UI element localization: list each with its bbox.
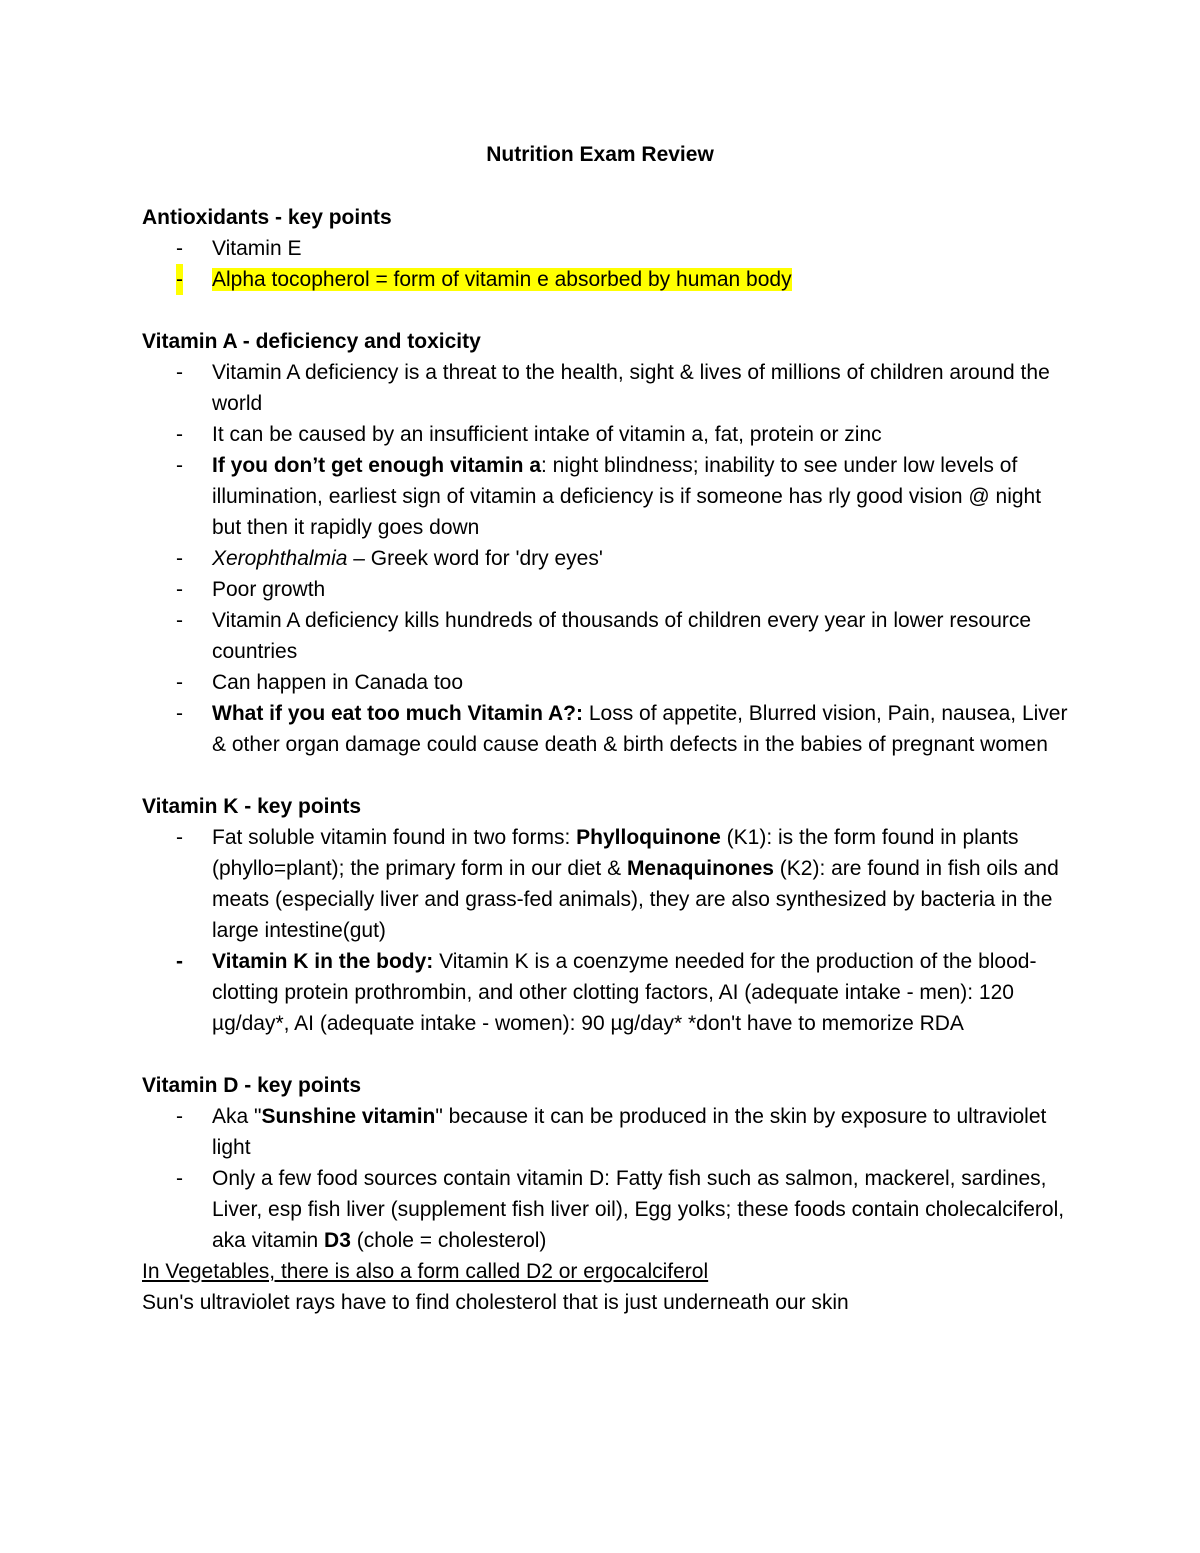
bullet-list-vitamin-d: [142, 1101, 1072, 1256]
list-item: [142, 1163, 1072, 1256]
list-item: [142, 543, 1072, 574]
list-item-text: Vitamin A deficiency kills hundreds of thousands of children every year in lower resource countries: [212, 609, 1032, 663]
list-item: [142, 419, 1072, 450]
bullet-dash: -: [176, 950, 183, 973]
bullet-list-vitamin-k: [142, 822, 1072, 1039]
italic-term: Xerophthalmia: [212, 547, 348, 570]
list-item-text: – Greek word for 'dry eyes': [347, 547, 603, 570]
bold-term: D3: [324, 1229, 351, 1252]
bullet-dash: -: [176, 423, 183, 446]
list-item-text: Fat soluble vitamin found in two forms:: [212, 826, 577, 849]
list-item-text: " because it can be produced in the skin by exposure to ultraviolet light: [212, 1105, 1047, 1159]
paragraph: Sun's ultraviolet rays have to find cholesterol that is just underneath our skin: [142, 1291, 849, 1314]
document-body: [142, 202, 1072, 1349]
bold-term: What if you eat too much Vitamin A?:: [212, 702, 584, 725]
list-item-text: : night blindness; inability to see under low levels of illumination, earliest sign of vitamin a deficiency is if someone has rly good vision @ night but then it rapidly goes down: [212, 454, 1042, 539]
bold-term: Phylloquinone: [576, 826, 721, 849]
list-item: [142, 233, 1072, 264]
bullet-dash: -: [176, 1105, 183, 1128]
list-item: [142, 450, 1072, 543]
list-item-highlighted: [142, 264, 1072, 295]
list-item-text: Aka ": [212, 1105, 262, 1128]
bullet-dash: -: [176, 671, 183, 694]
bullet-dash: -: [176, 702, 183, 725]
list-item: [142, 822, 1072, 946]
bold-term: Sunshine vitamin: [261, 1105, 436, 1128]
list-item: [142, 357, 1072, 419]
section-heading-vitamin-a: Vitamin A - deficiency and toxicity: [142, 330, 481, 353]
section-heading-vitamin-k: Vitamin K - key points: [142, 795, 361, 818]
list-item: [142, 667, 1072, 698]
bullet-dash: -: [176, 237, 183, 260]
section-antioxidants: [142, 202, 1072, 295]
bullet-dash: -: [176, 454, 183, 477]
bullet-dash: -: [176, 826, 183, 849]
list-item: [142, 946, 1072, 1039]
bullet-dash: -: [176, 578, 183, 601]
list-item-text: Vitamin E: [212, 237, 302, 260]
list-item-text: (chole = cholesterol): [350, 1229, 547, 1252]
list-item: [142, 574, 1072, 605]
list-item: [142, 605, 1072, 667]
section-vitamin-d: [142, 1070, 1072, 1318]
section-vitamin-a: [142, 326, 1072, 760]
list-item-text: Only a few food sources contain vitamin D: Fatty fish such as salmon, mackerel, sardines, Liver, esp fish liver (supplement fish liver oil), Egg yolks; these foods contain cholecalciferol, aka vitamin: [212, 1167, 1065, 1252]
bullet-list-vitamin-a: [142, 357, 1072, 760]
list-item-text: Can happen in Canada too: [212, 671, 464, 694]
underlined-paragraph: In Vegetables, there is also a form called D2 or ergocalciferol: [142, 1260, 709, 1283]
page-title: Nutrition Exam Review: [486, 143, 714, 166]
bullet-list-antioxidants: [142, 233, 1072, 295]
list-item-text: Poor growth: [212, 578, 326, 601]
section-vitamin-k: [142, 791, 1072, 1039]
list-item-text: (K1): is the form found in plants (phyllo=plant); the primary form in our diet &: [212, 826, 1019, 880]
list-item-text: Loss of appetite, Blurred vision, Pain, nausea, Liver & other organ damage could cause death & birth defects in the babies of pregnant women: [212, 702, 1068, 756]
list-item-text: It can be caused by an insufficient intake of vitamin a, fat, protein or zinc: [212, 423, 882, 446]
bullet-dash: -: [176, 264, 183, 295]
bullet-dash: -: [176, 1167, 183, 1190]
list-item-text: Vitamin K is a coenzyme needed for the production of the blood-clotting protein prothrombin, and other clotting factors, AI (adequate intake - men): 120 µg/day*, AI (adequate intake - women): 90 µg/day* *don't have to memorize RDA: [212, 950, 1037, 1035]
list-item: [142, 698, 1072, 760]
bold-term: Menaquinones: [626, 857, 774, 880]
bullet-dash: -: [176, 361, 183, 384]
section-heading-vitamin-d: Vitamin D - key points: [142, 1074, 361, 1097]
list-item-text: Vitamin A deficiency is a threat to the health, sight & lives of millions of children around the world: [212, 361, 1050, 415]
list-item: [142, 1101, 1072, 1163]
bold-term: Vitamin K in the body:: [212, 950, 434, 973]
bullet-dash: -: [176, 609, 183, 632]
highlighted-text: Alpha tocopherol = form of vitamin e absorbed by human body: [212, 268, 792, 291]
bullet-dash: -: [176, 547, 183, 570]
bold-term: If you don’t get enough vitamin a: [212, 454, 541, 477]
list-item-text: (K2): are found in fish oils and meats (especially liver and grass-fed animals), they are also synthesized by bacteria in the large intestine(gut): [212, 857, 1059, 942]
section-heading-antioxidants: Antioxidants - key points: [142, 206, 392, 229]
